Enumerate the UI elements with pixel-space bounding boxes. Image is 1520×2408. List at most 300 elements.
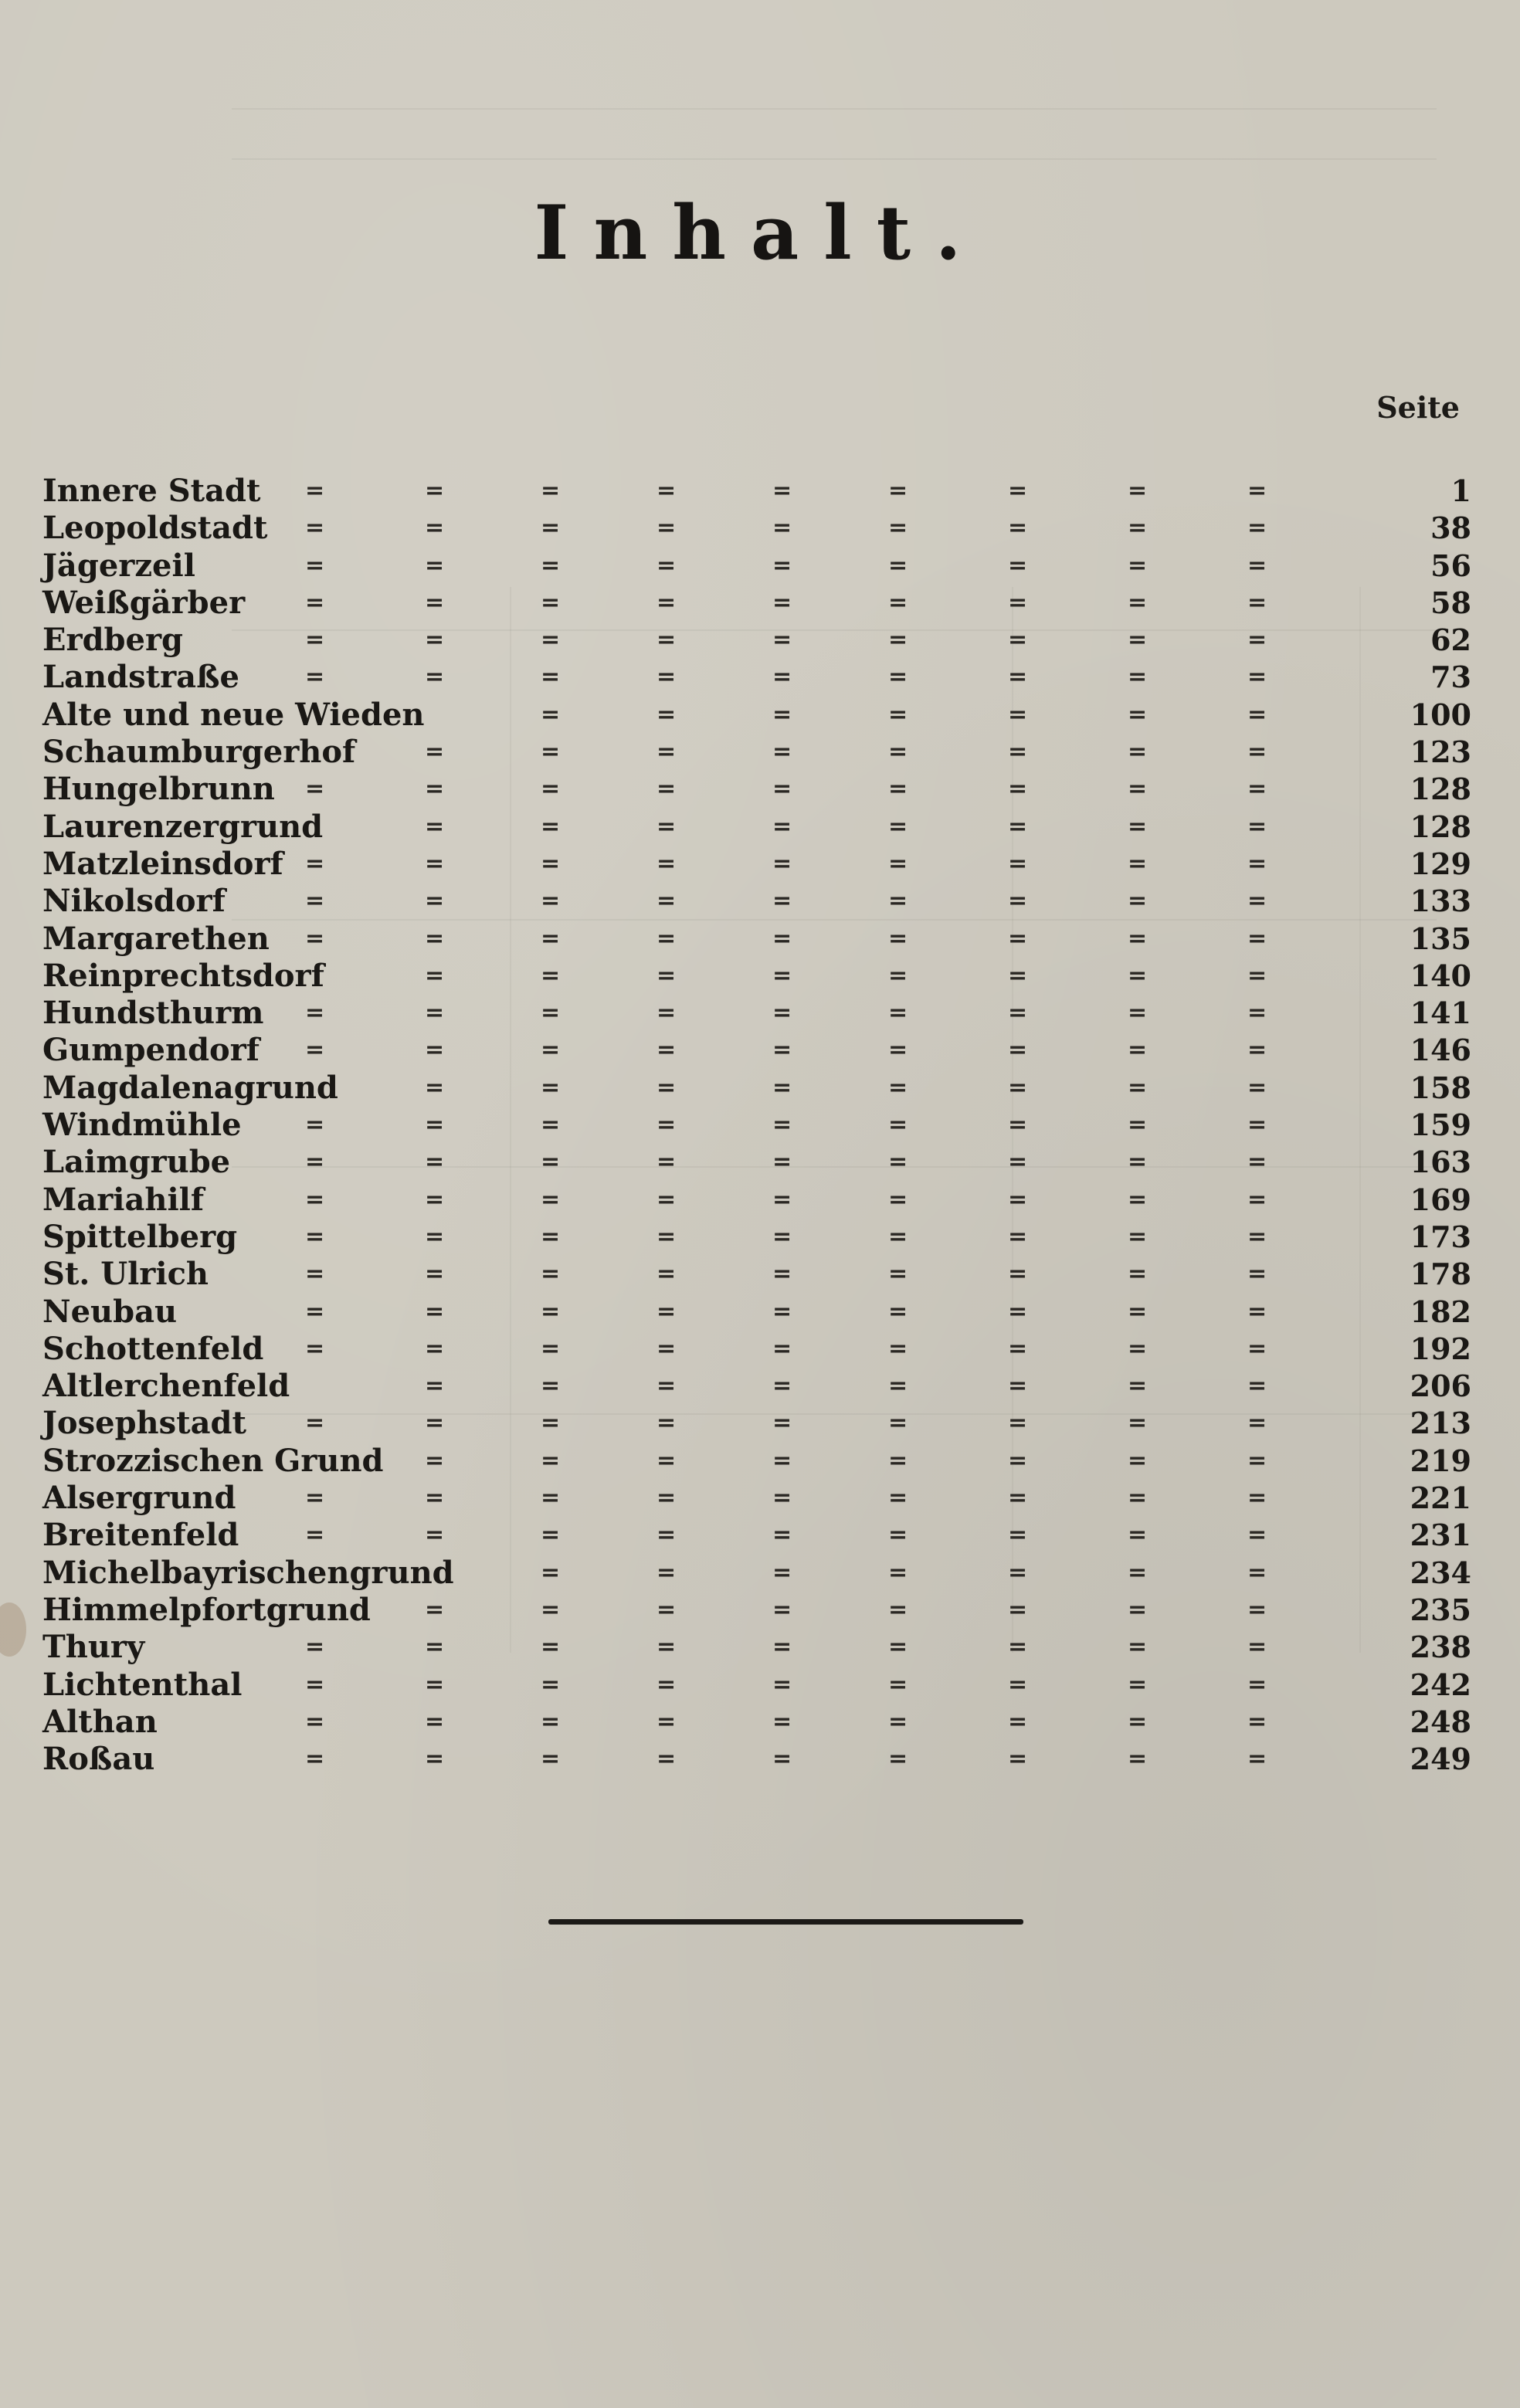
leader-mark: = <box>305 887 325 915</box>
leader-mark: = <box>657 1185 677 1213</box>
leader-mark: = <box>657 1260 677 1288</box>
toc-page-number: 182 <box>1410 1294 1471 1329</box>
leader-mark: = <box>1008 1670 1028 1698</box>
toc-row <box>42 1032 1471 1069</box>
leader-mark: = <box>425 962 445 989</box>
leader-mark: = <box>657 588 677 616</box>
leader-mark: = <box>1247 999 1267 1027</box>
leader-mark: = <box>1008 1335 1028 1362</box>
leader-mark: = <box>305 1036 325 1064</box>
leader-mark: = <box>657 1446 677 1474</box>
leader-mark: = <box>1128 1708 1148 1735</box>
leader-mark: = <box>425 1335 445 1362</box>
leader-mark: = <box>772 588 792 616</box>
leader-mark: = <box>541 1148 561 1176</box>
leader-mark: = <box>1247 1372 1267 1400</box>
leader-mark: = <box>772 1073 792 1101</box>
toc-row <box>42 1741 1471 1778</box>
leader-mark: = <box>1008 887 1028 915</box>
toc-row <box>42 1667 1471 1704</box>
toc-row <box>42 1368 1471 1405</box>
leader-mark: = <box>772 1260 792 1288</box>
leader-mark: = <box>305 1484 325 1512</box>
leader-mark: = <box>888 1073 908 1101</box>
leader-mark: = <box>888 1409 908 1437</box>
leader-mark: = <box>1128 588 1148 616</box>
leader-mark: = <box>772 700 792 728</box>
toc-page-number: 221 <box>1410 1480 1471 1516</box>
leader-mark: = <box>888 1223 908 1250</box>
leader-mark: = <box>425 1633 445 1661</box>
leader-mark: = <box>1128 999 1148 1027</box>
toc-row <box>42 659 1471 696</box>
leader-mark: = <box>888 1558 908 1586</box>
leader-mark: = <box>1008 1484 1028 1512</box>
leader-mark: = <box>425 1521 445 1549</box>
leader-mark: = <box>1008 924 1028 952</box>
toc-row <box>42 1704 1471 1741</box>
toc-row <box>42 771 1471 808</box>
toc-entry-name: Reinprechtsdorf <box>42 957 324 994</box>
leader-mark: = <box>425 1409 445 1437</box>
toc-entry-name: Leopoldstadt <box>42 510 268 547</box>
leader-mark: = <box>657 663 677 691</box>
toc-entry-name: Erdberg <box>42 622 183 659</box>
leader-mark: = <box>425 1484 445 1512</box>
leader-mark: = <box>1008 1185 1028 1213</box>
toc-entry-name: Roßau <box>42 1741 155 1778</box>
leader-mark: = <box>1247 588 1267 616</box>
leader-mark: = <box>657 1633 677 1661</box>
leader-mark: = <box>657 1409 677 1437</box>
toc-entry-name: Mariahilf <box>42 1181 205 1218</box>
leader-mark: = <box>888 1633 908 1661</box>
leader-mark: = <box>888 514 908 542</box>
leader-mark: = <box>305 626 325 654</box>
toc-page-number: 135 <box>1410 921 1471 956</box>
toc-row <box>42 734 1471 771</box>
bleed-through-line <box>232 108 1437 110</box>
leader-mark: = <box>541 1521 561 1549</box>
leader-mark: = <box>1247 1446 1267 1474</box>
leader-mark: = <box>1008 1633 1028 1661</box>
toc-page-number: 249 <box>1410 1742 1471 1777</box>
leader-mark: = <box>1247 1148 1267 1176</box>
leader-mark: = <box>305 1745 325 1773</box>
toc-row <box>42 697 1471 734</box>
toc-entry-name: Schottenfeld <box>42 1330 264 1367</box>
leader-mark: = <box>888 1372 908 1400</box>
leader-mark: = <box>1008 1558 1028 1586</box>
leader-mark: = <box>772 1111 792 1139</box>
toc-row <box>42 1331 1471 1368</box>
toc-row <box>42 1405 1471 1442</box>
leader-mark: = <box>425 626 445 654</box>
leader-mark: = <box>1247 1745 1267 1773</box>
leader-mark: = <box>305 1223 325 1250</box>
toc-page-number: 140 <box>1410 958 1471 993</box>
leader-mark: = <box>1008 962 1028 989</box>
leader-mark: = <box>1247 1073 1267 1101</box>
leader-mark: = <box>541 924 561 952</box>
leader-mark: = <box>541 663 561 691</box>
leader-mark: = <box>772 850 792 877</box>
closing-rule <box>548 1919 1023 1925</box>
leader-mark: = <box>305 999 325 1027</box>
leader-mark: = <box>657 850 677 877</box>
leader-mark: = <box>657 738 677 766</box>
toc-row <box>42 1107 1471 1144</box>
leader-mark: = <box>541 1558 561 1586</box>
leader-mark: = <box>425 663 445 691</box>
toc-entry-name: Weißgärber <box>42 584 246 621</box>
leader-mark: = <box>305 588 325 616</box>
leader-mark: = <box>657 1148 677 1176</box>
toc-row <box>42 585 1471 622</box>
leader-mark: = <box>541 1335 561 1362</box>
leader-mark: = <box>888 812 908 840</box>
toc-entry-name: Innere Stadt <box>42 473 261 509</box>
leader-mark: = <box>657 1708 677 1735</box>
toc-entry-name: Matzleinsdorf <box>42 845 283 882</box>
leader-mark: = <box>425 1148 445 1176</box>
leader-mark: = <box>1247 1558 1267 1586</box>
leader-mark: = <box>541 551 561 579</box>
leader-mark: = <box>1128 1596 1148 1623</box>
leader-mark: = <box>657 1073 677 1101</box>
leader-mark: = <box>425 775 445 803</box>
leader-mark: = <box>541 1745 561 1773</box>
leader-mark: = <box>1008 1111 1028 1139</box>
leader-mark: = <box>657 999 677 1027</box>
leader-mark: = <box>657 514 677 542</box>
leader-mark: = <box>1247 1111 1267 1139</box>
leader-mark: = <box>1247 1036 1267 1064</box>
leader-mark: = <box>657 1484 677 1512</box>
toc-page-number: 146 <box>1410 1033 1471 1068</box>
toc-row <box>42 921 1471 958</box>
leader-mark: = <box>772 1745 792 1773</box>
leader-mark: = <box>772 1670 792 1698</box>
toc-page-number: 231 <box>1410 1518 1471 1553</box>
leader-mark: = <box>772 1596 792 1623</box>
leader-mark: = <box>425 588 445 616</box>
leader-mark: = <box>541 1372 561 1400</box>
leader-mark: = <box>1247 626 1267 654</box>
toc-page-number: 213 <box>1410 1406 1471 1441</box>
leader-mark: = <box>888 626 908 654</box>
toc-entry-name: Magdalenagrund <box>42 1069 338 1106</box>
leader-mark: = <box>541 1111 561 1139</box>
leader-mark: = <box>1008 700 1028 728</box>
leader-mark: = <box>772 551 792 579</box>
toc-page-number: 141 <box>1410 995 1471 1031</box>
leader-mark: = <box>772 887 792 915</box>
toc-page-number: 100 <box>1410 697 1471 732</box>
leader-mark: = <box>305 551 325 579</box>
leader-mark: = <box>657 924 677 952</box>
toc-entry-name: Landstraße <box>42 659 239 696</box>
leader-mark: = <box>1008 1148 1028 1176</box>
leader-mark: = <box>305 1633 325 1661</box>
leader-mark: = <box>772 962 792 989</box>
leader-mark: = <box>888 1596 908 1623</box>
leader-mark: = <box>425 514 445 542</box>
leader-mark: = <box>1008 1297 1028 1325</box>
leader-mark: = <box>425 924 445 952</box>
leader-mark: = <box>305 1670 325 1698</box>
leader-mark: = <box>772 1372 792 1400</box>
leader-mark: = <box>1008 588 1028 616</box>
leader-mark: = <box>657 1297 677 1325</box>
leader-mark: = <box>657 1111 677 1139</box>
leader-mark: = <box>1128 1558 1148 1586</box>
leader-mark: = <box>1247 1670 1267 1698</box>
leader-mark: = <box>1247 1596 1267 1623</box>
leader-mark: = <box>425 850 445 877</box>
toc-page-number: 129 <box>1410 846 1471 881</box>
leader-mark: = <box>305 1111 325 1139</box>
leader-mark: = <box>1128 626 1148 654</box>
toc-entry-name: St. Ulrich <box>42 1256 209 1293</box>
leader-mark: = <box>772 1036 792 1064</box>
leader-mark: = <box>541 514 561 542</box>
leader-mark: = <box>1008 477 1028 504</box>
toc-page-number: 158 <box>1410 1070 1471 1105</box>
leader-mark: = <box>1008 1036 1028 1064</box>
leader-mark: = <box>1128 663 1148 691</box>
toc-entry-name: Margarethen <box>42 920 270 957</box>
toc-row <box>42 1592 1471 1629</box>
leader-mark: = <box>1247 663 1267 691</box>
toc-entry-name: Althan <box>42 1703 158 1740</box>
leader-mark: = <box>1128 1484 1148 1512</box>
toc-row <box>42 548 1471 585</box>
leader-mark: = <box>1247 477 1267 504</box>
leader-mark: = <box>425 999 445 1027</box>
leader-mark: = <box>1008 775 1028 803</box>
toc-row <box>42 995 1471 1032</box>
leader-mark: = <box>772 514 792 542</box>
leader-mark: = <box>888 1185 908 1213</box>
leader-mark: = <box>425 477 445 504</box>
toc-entry-name: Strozzischen Grund <box>42 1442 384 1479</box>
leader-mark: = <box>541 700 561 728</box>
leader-mark: = <box>1247 1335 1267 1362</box>
leader-mark: = <box>541 850 561 877</box>
toc-entry-name: Spittelberg <box>42 1218 238 1255</box>
toc-page-number: 234 <box>1410 1555 1471 1590</box>
leader-mark: = <box>772 626 792 654</box>
leader-mark: = <box>888 1335 908 1362</box>
bleed-through-line <box>232 158 1437 160</box>
toc-row <box>42 622 1471 659</box>
toc-row <box>42 1629 1471 1666</box>
leader-mark: = <box>888 887 908 915</box>
leader-mark: = <box>888 700 908 728</box>
toc-row <box>42 473 1471 510</box>
toc-page-number: 133 <box>1410 883 1471 919</box>
toc-page-number: 128 <box>1410 809 1471 844</box>
leader-mark: = <box>772 812 792 840</box>
toc-page-number: 1 <box>1450 473 1471 508</box>
leader-mark: = <box>888 1260 908 1288</box>
page-column-header: Seite <box>1376 390 1460 425</box>
leader-mark: = <box>888 1708 908 1735</box>
leader-mark: = <box>657 700 677 728</box>
toc-page-number: 163 <box>1410 1145 1471 1180</box>
leader-mark: = <box>425 812 445 840</box>
leader-mark: = <box>772 1521 792 1549</box>
toc-page-number: 178 <box>1410 1257 1471 1292</box>
toc-page-number: 206 <box>1410 1368 1471 1404</box>
leader-mark: = <box>425 1745 445 1773</box>
leader-mark: = <box>1128 1223 1148 1250</box>
toc-row <box>42 1144 1471 1181</box>
leader-mark: = <box>541 1596 561 1623</box>
leader-mark: = <box>425 1372 445 1400</box>
toc-row <box>42 1517 1471 1554</box>
leader-mark: = <box>425 1223 445 1250</box>
toc-entry-name: Michelbayrischengrund <box>42 1554 454 1591</box>
toc-page-number: 62 <box>1430 622 1471 658</box>
leader-mark: = <box>425 1111 445 1139</box>
leader-mark: = <box>1008 850 1028 877</box>
toc-entry-name: Alsergrund <box>42 1480 236 1517</box>
leader-mark: = <box>657 551 677 579</box>
leader-mark: = <box>657 1223 677 1250</box>
leader-mark: = <box>888 1521 908 1549</box>
leader-mark: = <box>888 477 908 504</box>
toc-row <box>42 1070 1471 1107</box>
leader-mark: = <box>541 477 561 504</box>
toc-page-number: 169 <box>1410 1182 1471 1217</box>
toc-page-number: 128 <box>1410 772 1471 807</box>
leader-mark: = <box>425 1596 445 1623</box>
toc-page-number: 159 <box>1410 1107 1471 1143</box>
toc-page-number: 73 <box>1430 660 1471 695</box>
toc-entry-name: Lichtenthal <box>42 1666 243 1703</box>
leader-mark: = <box>541 999 561 1027</box>
leader-mark: = <box>1008 1372 1028 1400</box>
leader-mark: = <box>888 1297 908 1325</box>
table-of-contents <box>42 473 1471 1778</box>
leader-mark: = <box>888 1111 908 1139</box>
toc-entry-name: Alte und neue Wieden <box>42 696 425 733</box>
toc-entry-name: Windmühle <box>42 1107 242 1144</box>
toc-entry-name: Jägerzeil <box>42 547 195 584</box>
toc-row <box>42 883 1471 920</box>
leader-mark: = <box>888 1670 908 1698</box>
leader-mark: = <box>772 1148 792 1176</box>
leader-mark: = <box>1247 1297 1267 1325</box>
leader-mark: = <box>657 626 677 654</box>
leader-mark: = <box>1247 514 1267 542</box>
leader-mark: = <box>541 887 561 915</box>
toc-page-number: 192 <box>1410 1331 1471 1366</box>
leader-mark: = <box>772 775 792 803</box>
leader-mark: = <box>425 1185 445 1213</box>
leader-mark: = <box>657 887 677 915</box>
toc-entry-name: Hungelbrunn <box>42 771 275 808</box>
toc-page-number: 173 <box>1410 1219 1471 1254</box>
toc-row <box>42 1219 1471 1256</box>
toc-entry-name: Thury <box>42 1629 145 1666</box>
leader-mark: = <box>1008 1223 1028 1250</box>
toc-row <box>42 1256 1471 1293</box>
leader-mark: = <box>1128 812 1148 840</box>
leader-mark: = <box>657 1335 677 1362</box>
toc-entry-name: Josephstadt <box>42 1405 246 1442</box>
leader-mark: = <box>425 887 445 915</box>
leader-mark: = <box>657 477 677 504</box>
toc-page-number: 238 <box>1410 1630 1471 1665</box>
leader-mark: = <box>657 1521 677 1549</box>
leader-mark: = <box>1008 1446 1028 1474</box>
leader-mark: = <box>305 477 325 504</box>
leader-mark: = <box>1247 1633 1267 1661</box>
leader-mark: = <box>1008 812 1028 840</box>
leader-mark: = <box>541 1446 561 1474</box>
leader-mark: = <box>1128 1745 1148 1773</box>
leader-mark: = <box>1128 1148 1148 1176</box>
leader-mark: = <box>888 551 908 579</box>
leader-mark: = <box>305 1148 325 1176</box>
leader-mark: = <box>425 1708 445 1735</box>
toc-row <box>42 1443 1471 1480</box>
toc-row <box>42 510 1471 547</box>
leader-mark: = <box>1247 551 1267 579</box>
leader-mark: = <box>1128 551 1148 579</box>
leader-mark: = <box>772 1446 792 1474</box>
leader-mark: = <box>1247 1185 1267 1213</box>
leader-mark: = <box>657 812 677 840</box>
leader-mark: = <box>1247 1521 1267 1549</box>
leader-mark: = <box>888 663 908 691</box>
leader-mark: = <box>1008 1745 1028 1773</box>
leader-mark: = <box>1128 962 1148 989</box>
leader-mark: = <box>1128 700 1148 728</box>
leader-mark: = <box>772 924 792 952</box>
toc-page-number: 56 <box>1430 548 1471 583</box>
leader-mark: = <box>1128 1297 1148 1325</box>
leader-mark: = <box>1008 663 1028 691</box>
leader-mark: = <box>1008 1708 1028 1735</box>
toc-entry-name: Neubau <box>42 1293 178 1330</box>
leader-mark: = <box>1008 1260 1028 1288</box>
leader-mark: = <box>541 1297 561 1325</box>
leader-mark: = <box>1008 1521 1028 1549</box>
toc-page-number: 58 <box>1430 585 1471 620</box>
leader-mark: = <box>888 738 908 766</box>
leader-mark: = <box>1128 775 1148 803</box>
leader-mark: = <box>541 1036 561 1064</box>
leader-mark: = <box>1128 850 1148 877</box>
toc-entry-name: Schaumburgerhof <box>42 734 356 771</box>
leader-mark: = <box>888 1446 908 1474</box>
leader-mark: = <box>772 738 792 766</box>
leader-mark: = <box>1008 626 1028 654</box>
leader-mark: = <box>657 962 677 989</box>
toc-row <box>42 1182 1471 1219</box>
leader-mark: = <box>541 626 561 654</box>
leader-mark: = <box>657 1036 677 1064</box>
toc-page-number: 219 <box>1410 1443 1471 1478</box>
leader-mark: = <box>1128 477 1148 504</box>
leader-mark: = <box>657 1745 677 1773</box>
leader-mark: = <box>305 1708 325 1735</box>
leader-mark: = <box>772 1558 792 1586</box>
